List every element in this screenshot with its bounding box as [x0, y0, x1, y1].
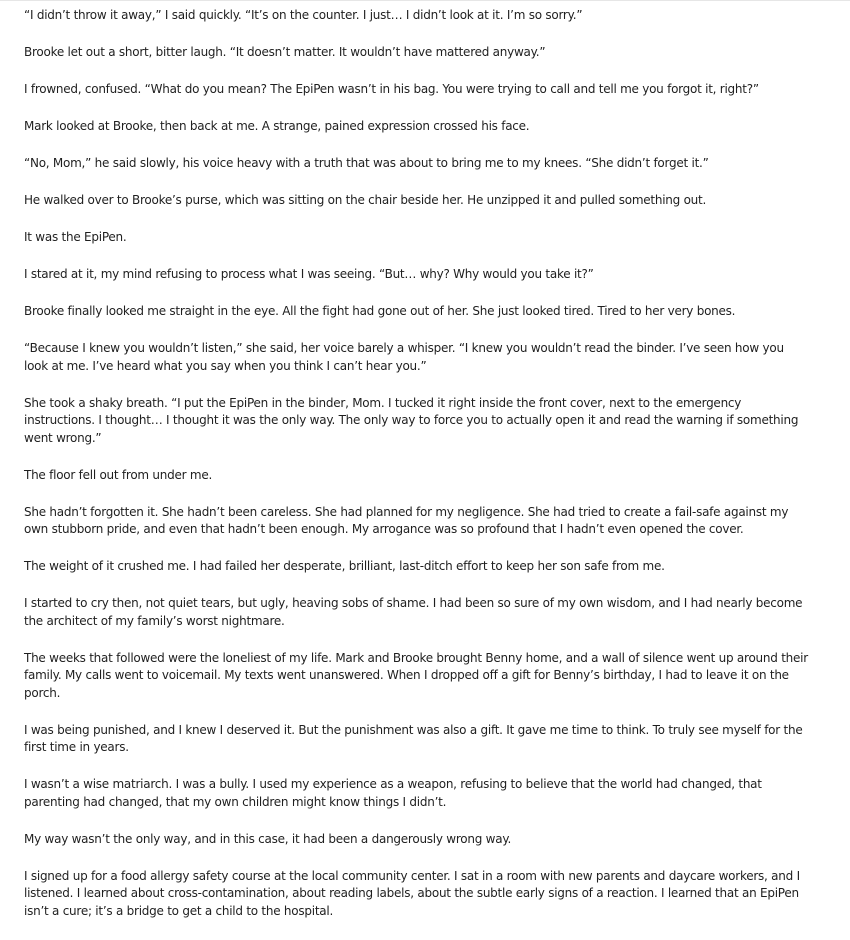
paragraph-17: I was being punished, and I knew I deserved it. But the punishment was also a gift. It gave me time to think. To truly see myself for the first time in years. [24, 722, 803, 754]
paragraph-15: I started to cry then, not quiet tears, but ugly, heaving sobs of shame. I had been so sure of my own wisdom, and I had nearly become the architect of my family’s worst nightmare. [24, 596, 803, 628]
paragraph-8: I stared at it, my mind refusing to process what I was seeing. “But… why? Why would you take it?” [24, 267, 594, 281]
top-divider [0, 0, 850, 1]
paragraph-9: Brooke finally looked me straight in the eye. All the fight had gone out of her. She just looked tired. Tired to her very bones. [24, 304, 736, 318]
paragraph-20: I signed up for a food allergy safety course at the local community center. I sat in a room with new parents and daycare workers, and I listened. I learned about cross-contamination, about reading labels, about the subtle early signs of a reaction. I learned that an EpiPen isn’t a cure; it’s a bridge to get a child to the hospital. [24, 868, 800, 918]
paragraph-10: “Because I knew you wouldn’t listen,” she said, her voice barely a whisper. “I knew you wouldn’t read the binder. I’ve seen how you look at me. I’ve heard what you say when you think I can’t hear you.” [24, 341, 784, 373]
paragraph-11: She took a shaky breath. “I put the EpiPen in the binder, Mom. I tucked it right inside the front cover, next to the emergency instructions. I thought… I thought it was the only way. The only way to force you to actually open it and read the warning if something went wrong.” [24, 395, 799, 445]
paragraph-18: I wasn’t a wise matriarch. I was a bully. I used my experience as a weapon, refusing to believe that the world had changed, that parenting had changed, that my own children might know things I didn’t. [24, 777, 762, 809]
paragraph-12: The floor fell out from under me. [24, 467, 213, 482]
paragraph-13: She hadn’t forgotten it. She hadn’t been careless. She had planned for my negligence. She had tried to create a fail-safe against my own stubborn pride, and even that hadn’t been enough. My arrogance was so profound that I hadn’t even opened the cover. [24, 504, 789, 536]
paragraph-1: “I didn’t throw it away,” I said quickly. “It’s on the counter. I just… I didn’t look at it. I’m so sorry.” [24, 8, 583, 22]
paragraph-2: Brooke let out a short, bitter laugh. “It doesn’t matter. It wouldn’t have mattered anyway.” [24, 45, 546, 59]
paragraph-6: He walked over to Brooke’s purse, which was sitting on the chair beside her. He unzipped it and pulled something out. [24, 193, 707, 207]
paragraph-19: My way wasn’t the only way, and in this case, it had been a dangerously wrong way. [24, 831, 512, 846]
paragraph-4: Mark looked at Brooke, then back at me. A strange, pained expression crossed his face. [24, 119, 530, 133]
paragraph-3: I frowned, confused. “What do you mean? The EpiPen wasn’t in his bag. You were trying to call and tell me you forgot it, right?” [24, 82, 759, 96]
paragraph-16: The weeks that followed were the loneliest of my life. Mark and Brooke brought Benny home, and a wall of silence went up around their family. My calls went to voicemail. My texts went unanswered. When I dropped off a gift for Benny’s birthday, I had to leave it on the porch. [24, 650, 808, 700]
paragraph-14: The weight of it crushed me. I had failed her desperate, brilliant, last-ditch effort to keep her son safe from me. [24, 559, 665, 573]
paragraph-7: It was the EpiPen. [24, 230, 127, 244]
story-text [24, 7, 810, 940]
paragraph-5: “No, Mom,” he said slowly, his voice heavy with a truth that was about to bring me to my knees. “She didn’t forget it.” [24, 156, 709, 170]
